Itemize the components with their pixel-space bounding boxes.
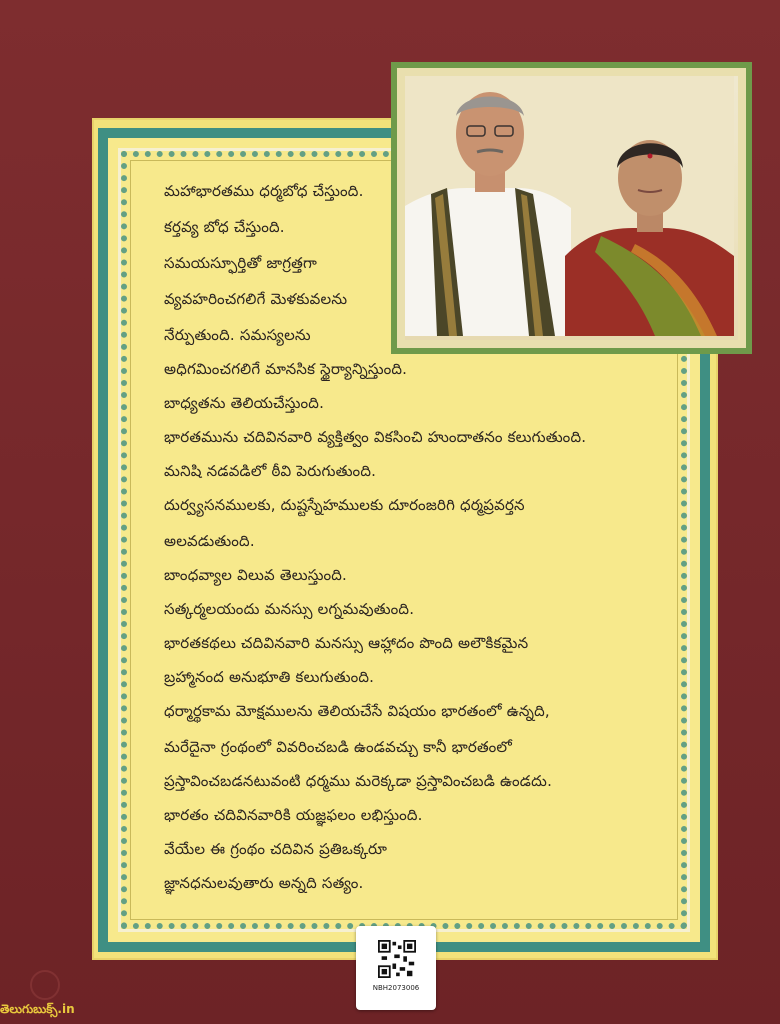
blurb-line: సమయస్ఫూర్తితో జాగ్రత్తగా — [164, 254, 318, 272]
blurb-line: వ్యవహరించగలిగే మెళకువలను — [164, 290, 348, 308]
blurb-line: భారతకథలు చదివినవారి మనస్సు ఆహ్లాదం పొంది అలౌకికమైన — [164, 634, 529, 652]
blurb-line: ప్రస్తావించబడనటువంటి ధర్మము మరెక్కడా ప్రస్తావించబడి ఉండదు. — [164, 772, 553, 790]
qr-sticker — [356, 926, 436, 1010]
blurb-line: కర్తవ్య బోధ చేస్తుంది. — [164, 218, 285, 236]
blurb-line: దుర్వ్యసనములకు, దుష్టస్నేహములకు దూరంజరిగి ధర్మప్రవర్తన — [164, 496, 525, 514]
blurb-line: అధిగమించగలిగే మానసిక స్థైర్యాన్నిస్తుంది. — [164, 360, 408, 378]
blurb-line: సత్కర్మలయందు మనస్సు లగ్నమవుతుంది. — [164, 600, 415, 618]
blurb-line: జ్ఞానధనులవుతారు అన్నది సత్యం. — [164, 874, 364, 892]
blurb-line: బాంధవ్యాల విలువ తెలుస్తుంది. — [164, 566, 348, 584]
blurb-line: వేయేల ఈ గ్రంథం చదివిన ప్రతిఒక్కరూ — [164, 840, 388, 858]
authors-portrait — [405, 76, 734, 336]
blurb-line: నేర్పుతుంది. సమస్యలను — [164, 326, 311, 344]
author-photo-frame — [391, 62, 752, 354]
blurb-line: మనిషి నడవడిలో ఠీవి పెరుగుతుంది. — [164, 462, 377, 480]
blurb-line: మహాభారతము ధర్మబోధ చేస్తుంది. — [164, 182, 364, 200]
publisher-emblem-icon — [30, 970, 60, 1000]
blurb-line: భారతమును చదివినవారి వ్యక్తిత్వం వికసించి హుందాతనం కలుగుతుంది. — [164, 428, 587, 446]
author-photo-mat — [397, 68, 746, 348]
blurb-line: భారతం చదివినవారికి యజ్ఞఫలం లభిస్తుంది. — [164, 806, 423, 824]
qr-code-id: NBH2073006 — [372, 984, 420, 992]
watermark-logo: తెలుగుబుక్స్.in — [0, 1002, 75, 1016]
blurb-line: బ్రహ్మానంద అనుభూతి కలుగుతుంది. — [164, 668, 375, 686]
blurb-line: బాధ్యతను తెలియచేస్తుంది. — [164, 394, 325, 412]
blurb-line: అలవడుతుంది. — [164, 532, 255, 550]
qr-code-icon — [378, 940, 416, 978]
blurb-line: మరేదైనా గ్రంథంలో వివరించబడి ఉండవచ్చు కానీ భారతంలో — [164, 738, 513, 756]
blurb-line: ధర్మార్థకామ మోక్షములను తెలియచేసే విషయం భారతంలో ఉన్నది, — [164, 702, 550, 720]
author-photo — [405, 76, 738, 340]
